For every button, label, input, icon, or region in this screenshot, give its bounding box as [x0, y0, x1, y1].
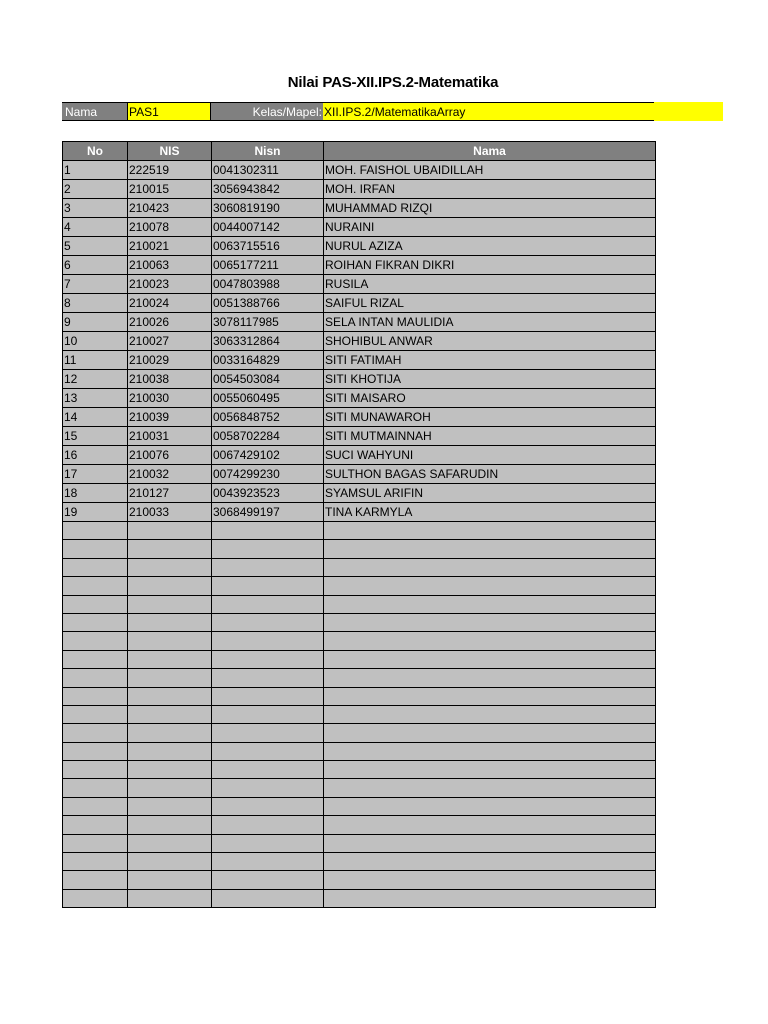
- cell-nama[interactable]: ROIHAN FIKRAN DIKRI: [324, 256, 656, 275]
- cell-nisn[interactable]: 0044007142: [212, 218, 324, 237]
- table-row-empty: [63, 834, 656, 852]
- cell-nis[interactable]: 210027: [128, 332, 212, 351]
- table-row-empty: [63, 742, 656, 760]
- cell-no[interactable]: [63, 687, 128, 705]
- cell-no[interactable]: [63, 871, 128, 889]
- nama-label: Nama: [62, 102, 127, 121]
- cell-nama[interactable]: [324, 816, 656, 834]
- table-row: [63, 503, 656, 522]
- cell-nisn[interactable]: [212, 797, 324, 815]
- cell-no[interactable]: 1: [63, 161, 128, 180]
- cell-nis[interactable]: [128, 834, 212, 852]
- table-row-empty: [63, 577, 656, 595]
- cell-nisn[interactable]: 0055060495: [212, 389, 324, 408]
- table-row: [63, 218, 656, 237]
- cell-no[interactable]: 12: [63, 370, 128, 389]
- cell-nis[interactable]: [128, 871, 212, 889]
- cell-nis[interactable]: 210021: [128, 237, 212, 256]
- cell-nisn[interactable]: [212, 871, 324, 889]
- page-title: Nilai PAS-XII.IPS.2-Matematika: [287, 74, 499, 91]
- cell-no[interactable]: 6: [63, 256, 128, 275]
- cell-nisn[interactable]: 3063312864: [212, 332, 324, 351]
- cell-no[interactable]: 19: [63, 503, 128, 522]
- cell-nis[interactable]: 210023: [128, 275, 212, 294]
- cell-nama[interactable]: MUHAMMAD RIZQI: [324, 199, 656, 218]
- cell-nama[interactable]: SULTHON BAGAS SAFARUDIN: [324, 465, 656, 484]
- cell-nis[interactable]: 210026: [128, 313, 212, 332]
- cell-nama[interactable]: [324, 871, 656, 889]
- cell-nama[interactable]: [324, 779, 656, 797]
- table-row-empty: [63, 705, 656, 723]
- cell-no[interactable]: [63, 779, 128, 797]
- table-row-empty: [63, 522, 656, 540]
- table-row-empty: [63, 871, 656, 889]
- cell-nisn[interactable]: 0067429102: [212, 446, 324, 465]
- table-row-empty: [63, 540, 656, 558]
- cell-nis[interactable]: [128, 779, 212, 797]
- column-header-nama: Nama: [324, 142, 656, 161]
- cell-no[interactable]: 10: [63, 332, 128, 351]
- cell-nisn[interactable]: [212, 540, 324, 558]
- cell-nisn[interactable]: 0058702284: [212, 427, 324, 446]
- cell-nama[interactable]: MOH. IRFAN: [324, 180, 656, 199]
- table-row-empty: [63, 669, 656, 687]
- cell-nis[interactable]: 210032: [128, 465, 212, 484]
- cell-nis[interactable]: 210029: [128, 351, 212, 370]
- cell-nama[interactable]: [324, 595, 656, 613]
- cell-nis[interactable]: 210063: [128, 256, 212, 275]
- table-row: [63, 294, 656, 313]
- table-row: [63, 465, 656, 484]
- cell-no[interactable]: [63, 669, 128, 687]
- cell-nama[interactable]: [324, 632, 656, 650]
- cell-nis[interactable]: [128, 650, 212, 668]
- cell-nama[interactable]: TINA KARMYLA: [324, 503, 656, 522]
- cell-nis[interactable]: 210038: [128, 370, 212, 389]
- cell-no[interactable]: [63, 834, 128, 852]
- kelas-mapel-value-cell[interactable]: XII.IPS.2/MatematikaArray: [323, 102, 654, 121]
- table-row: [63, 313, 656, 332]
- cell-nis[interactable]: 210031: [128, 427, 212, 446]
- cell-no[interactable]: 7: [63, 275, 128, 294]
- cell-nis[interactable]: [128, 577, 212, 595]
- table-row: [63, 275, 656, 294]
- cell-no[interactable]: [63, 724, 128, 742]
- cell-no[interactable]: [63, 816, 128, 834]
- table-row-empty: [63, 797, 656, 815]
- cell-nama[interactable]: SITI MAISARO: [324, 389, 656, 408]
- cell-nis[interactable]: [128, 558, 212, 576]
- table-row: [63, 161, 656, 180]
- table-row-empty: [63, 853, 656, 871]
- cell-nis[interactable]: 210076: [128, 446, 212, 465]
- cell-nis[interactable]: [128, 669, 212, 687]
- table-row: [63, 427, 656, 446]
- cell-nisn[interactable]: [212, 687, 324, 705]
- cell-nama[interactable]: [324, 797, 656, 815]
- table-row: [63, 370, 656, 389]
- table-row-empty: [63, 650, 656, 668]
- cell-no[interactable]: [63, 853, 128, 871]
- cell-nisn[interactable]: 0056848752: [212, 408, 324, 427]
- cell-nama[interactable]: RUSILA: [324, 275, 656, 294]
- cell-nis[interactable]: [128, 540, 212, 558]
- cell-nama[interactable]: [324, 742, 656, 760]
- cell-no[interactable]: [63, 577, 128, 595]
- cell-nama[interactable]: [324, 724, 656, 742]
- cell-nis[interactable]: [128, 889, 212, 907]
- table-row: [63, 180, 656, 199]
- cell-no[interactable]: 13: [63, 389, 128, 408]
- cell-no[interactable]: 18: [63, 484, 128, 503]
- cell-no[interactable]: [63, 613, 128, 631]
- cell-nis[interactable]: 210015: [128, 180, 212, 199]
- cell-nisn[interactable]: 0063715516: [212, 237, 324, 256]
- cell-nis[interactable]: [128, 853, 212, 871]
- cell-nama[interactable]: [324, 613, 656, 631]
- table-row: [63, 332, 656, 351]
- cell-nisn[interactable]: [212, 558, 324, 576]
- cell-nis[interactable]: 210024: [128, 294, 212, 313]
- cell-nisn[interactable]: 0041302311: [212, 161, 324, 180]
- cell-no[interactable]: [63, 889, 128, 907]
- cell-nisn[interactable]: 3078117985: [212, 313, 324, 332]
- cell-nama[interactable]: MOH. FAISHOL UBAIDILLAH: [324, 161, 656, 180]
- cell-no[interactable]: [63, 558, 128, 576]
- cell-no[interactable]: [63, 632, 128, 650]
- cell-nama[interactable]: [324, 834, 656, 852]
- table-row-empty: [63, 761, 656, 779]
- cell-nama[interactable]: NURUL AZIZA: [324, 237, 656, 256]
- cell-nisn[interactable]: [212, 613, 324, 631]
- cell-nisn[interactable]: 0047803988: [212, 275, 324, 294]
- cell-nisn[interactable]: 3068499197: [212, 503, 324, 522]
- cell-nisn[interactable]: [212, 779, 324, 797]
- cell-nisn[interactable]: 0065177211: [212, 256, 324, 275]
- table-row: [63, 237, 656, 256]
- cell-nama[interactable]: SYAMSUL ARIFIN: [324, 484, 656, 503]
- cell-nisn[interactable]: [212, 889, 324, 907]
- cell-nisn[interactable]: 0051388766: [212, 294, 324, 313]
- table-body: [63, 161, 656, 908]
- cell-nama[interactable]: SITI MUTMAINNAH: [324, 427, 656, 446]
- cell-nama[interactable]: [324, 540, 656, 558]
- cell-nisn[interactable]: 0054503084: [212, 370, 324, 389]
- table-row-empty: [63, 595, 656, 613]
- cell-no[interactable]: 11: [63, 351, 128, 370]
- cell-nisn[interactable]: [212, 761, 324, 779]
- cell-nama[interactable]: SUCI WAHYUNI: [324, 446, 656, 465]
- cell-nis[interactable]: [128, 797, 212, 815]
- cell-nisn[interactable]: [212, 742, 324, 760]
- table-row: [63, 389, 656, 408]
- cell-nis[interactable]: [128, 632, 212, 650]
- cell-nama[interactable]: [324, 687, 656, 705]
- student-table: [62, 141, 656, 908]
- cell-nama[interactable]: [324, 669, 656, 687]
- cell-nama[interactable]: [324, 853, 656, 871]
- cell-nis[interactable]: [128, 687, 212, 705]
- cell-nis[interactable]: [128, 705, 212, 723]
- cell-nama[interactable]: SITI FATIMAH: [324, 351, 656, 370]
- cell-nis[interactable]: 222519: [128, 161, 212, 180]
- table-row: [63, 256, 656, 275]
- cell-nis[interactable]: [128, 522, 212, 540]
- cell-nisn[interactable]: 0043923523: [212, 484, 324, 503]
- cell-nis[interactable]: 210033: [128, 503, 212, 522]
- cell-nama[interactable]: NURAINI: [324, 218, 656, 237]
- column-header-no: No: [63, 142, 128, 161]
- cell-nisn[interactable]: [212, 522, 324, 540]
- cell-nama[interactable]: [324, 522, 656, 540]
- cell-nis[interactable]: [128, 724, 212, 742]
- table-row: [63, 446, 656, 465]
- cell-nisn[interactable]: [212, 650, 324, 668]
- table-row-empty: [63, 687, 656, 705]
- cell-no[interactable]: 8: [63, 294, 128, 313]
- cell-nisn[interactable]: 0033164829: [212, 351, 324, 370]
- cell-nama[interactable]: SELA INTAN MAULIDIA: [324, 313, 656, 332]
- cell-no[interactable]: [63, 650, 128, 668]
- cell-nisn[interactable]: 3056943842: [212, 180, 324, 199]
- cell-nis[interactable]: 210423: [128, 199, 212, 218]
- cell-nisn[interactable]: 3060819190: [212, 199, 324, 218]
- table-row: [63, 408, 656, 427]
- cell-nis[interactable]: [128, 742, 212, 760]
- cell-no[interactable]: [63, 742, 128, 760]
- cell-nis[interactable]: 210030: [128, 389, 212, 408]
- info-row: [62, 102, 723, 121]
- cell-nisn[interactable]: [212, 853, 324, 871]
- table-row-empty: [63, 632, 656, 650]
- cell-nisn[interactable]: [212, 595, 324, 613]
- column-header-nis: NIS: [128, 142, 212, 161]
- cell-nama[interactable]: [324, 761, 656, 779]
- table-row-empty: [63, 779, 656, 797]
- table-row-empty: [63, 558, 656, 576]
- cell-nis[interactable]: [128, 595, 212, 613]
- cell-nis[interactable]: 210127: [128, 484, 212, 503]
- cell-nis[interactable]: [128, 613, 212, 631]
- cell-nama[interactable]: [324, 705, 656, 723]
- cell-nisn[interactable]: [212, 632, 324, 650]
- cell-nama[interactable]: [324, 650, 656, 668]
- cell-no[interactable]: 15: [63, 427, 128, 446]
- cell-no[interactable]: 2: [63, 180, 128, 199]
- nama-value-cell[interactable]: PAS1: [127, 102, 211, 121]
- cell-nama[interactable]: [324, 889, 656, 907]
- cell-nama[interactable]: SITI MUNAWAROH: [324, 408, 656, 427]
- table-header-row: [63, 142, 656, 161]
- cell-nisn[interactable]: 0074299230: [212, 465, 324, 484]
- cell-nama[interactable]: SAIFUL RIZAL: [324, 294, 656, 313]
- table-row-empty: [63, 724, 656, 742]
- cell-nis[interactable]: 210039: [128, 408, 212, 427]
- cell-no[interactable]: [63, 797, 128, 815]
- cell-no[interactable]: [63, 522, 128, 540]
- cell-nis[interactable]: 210078: [128, 218, 212, 237]
- cell-no[interactable]: 9: [63, 313, 128, 332]
- cell-nisn[interactable]: [212, 577, 324, 595]
- cell-no[interactable]: 14: [63, 408, 128, 427]
- cell-no[interactable]: [63, 705, 128, 723]
- table-row: [63, 199, 656, 218]
- kelas-mapel-overflow-fill: [654, 102, 723, 121]
- table-row-empty: [63, 613, 656, 631]
- cell-no[interactable]: [63, 761, 128, 779]
- cell-nis[interactable]: [128, 761, 212, 779]
- table-row-empty: [63, 816, 656, 834]
- column-header-nisn: Nisn: [212, 142, 324, 161]
- table-row-empty: [63, 889, 656, 907]
- cell-nama[interactable]: SHOHIBUL ANWAR: [324, 332, 656, 351]
- cell-nisn[interactable]: [212, 816, 324, 834]
- cell-nama[interactable]: [324, 558, 656, 576]
- kelas-mapel-label: Kelas/Mapel:: [211, 102, 323, 121]
- cell-nisn[interactable]: [212, 705, 324, 723]
- cell-no[interactable]: 16: [63, 446, 128, 465]
- cell-nisn[interactable]: [212, 669, 324, 687]
- table-row: [63, 484, 656, 503]
- cell-nisn[interactable]: [212, 724, 324, 742]
- cell-nama[interactable]: [324, 577, 656, 595]
- cell-no[interactable]: [63, 540, 128, 558]
- cell-no[interactable]: 17: [63, 465, 128, 484]
- table-row: [63, 351, 656, 370]
- cell-no[interactable]: 5: [63, 237, 128, 256]
- cell-no[interactable]: 3: [63, 199, 128, 218]
- cell-no[interactable]: 4: [63, 218, 128, 237]
- cell-nama[interactable]: SITI KHOTIJA: [324, 370, 656, 389]
- cell-nis[interactable]: [128, 816, 212, 834]
- cell-no[interactable]: [63, 595, 128, 613]
- cell-nisn[interactable]: [212, 834, 324, 852]
